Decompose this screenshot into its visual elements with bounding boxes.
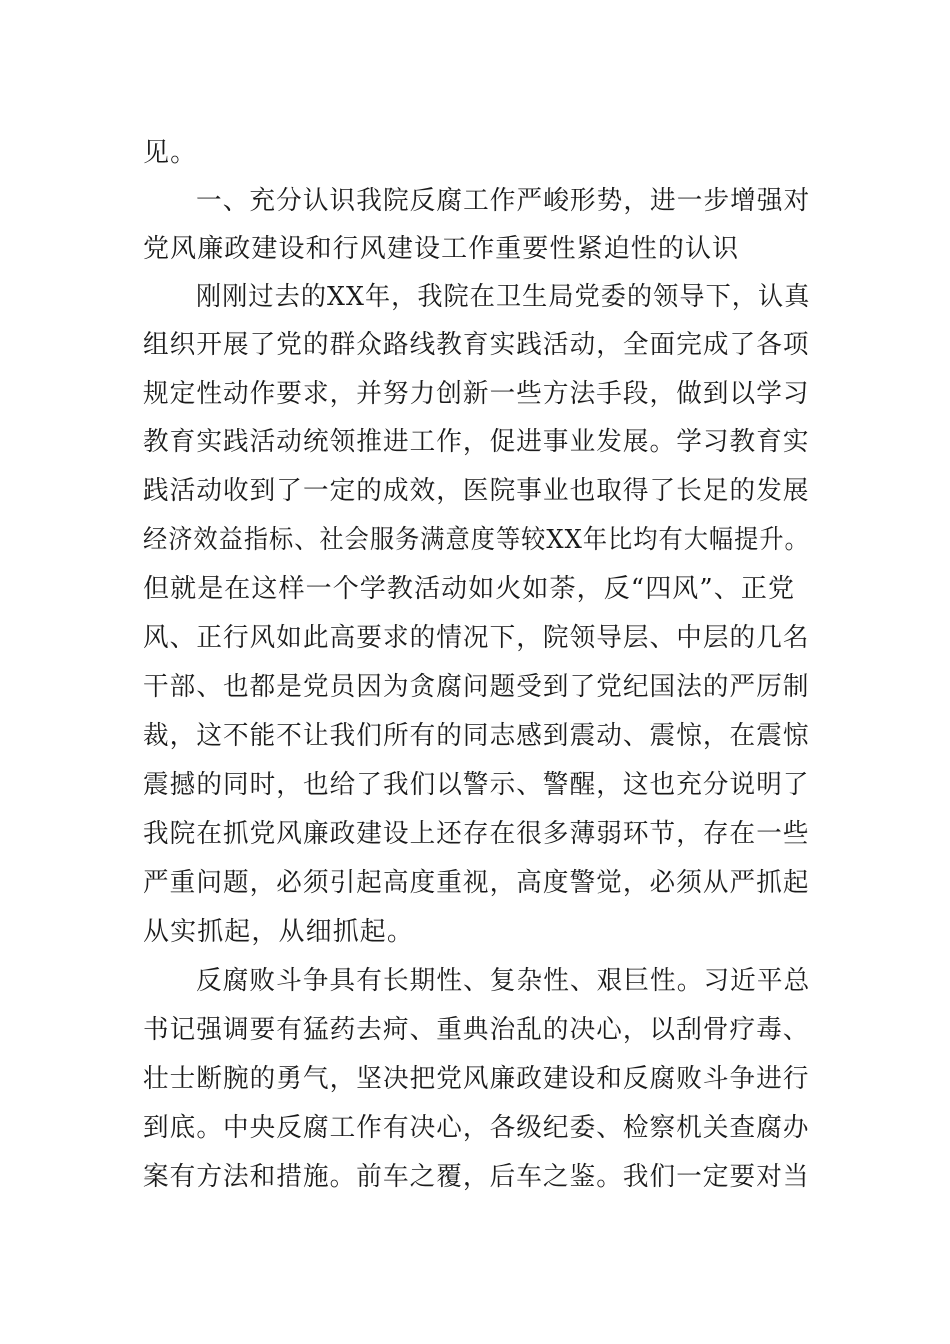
text-line: 到底。中央反腐工作有决心，各级纪委、检察机关查腐办 <box>143 1113 810 1143</box>
section-heading-line: 党风廉政建设和行风建设工作重要性紧迫性的认识 <box>143 234 740 264</box>
text-line: 刚刚过去的XX年，我院在卫生局党委的领导下，认真 <box>196 282 811 312</box>
section-heading-line: 一、充分认识我院反腐工作严峻形势，进一步增强对 <box>196 186 811 216</box>
text-line: 规定性动作要求，并努力创新一些方法手段，做到以学习 <box>143 379 810 409</box>
text-line: 组织开展了党的群众路线教育实践活动，全面完成了各项 <box>143 330 810 360</box>
text-line: 案有方法和措施。前车之覆，后车之鉴。我们一定要对当 <box>143 1162 810 1192</box>
text-line: 经济效益指标、社会服务满意度等较XX年比均有大幅提升。 <box>143 525 810 555</box>
text-line: 反腐败斗争具有长期性、复杂性、艰巨性。习近平总 <box>196 966 811 996</box>
text-line: 但就是在这样一个学教活动如火如荼，反“四风”、正党 <box>143 574 796 604</box>
text-line: 从实抓起，从细抓起。 <box>143 917 415 947</box>
text-line: 践活动收到了一定的成效，医院事业也取得了长足的发展 <box>143 476 810 506</box>
text-line: 壮士断腕的勇气，坚决把党风廉政建设和反腐败斗争进行 <box>143 1064 810 1094</box>
text-line: 震撼的同时，也给了我们以警示、警醒，这也充分说明了 <box>143 770 810 800</box>
text-line: 严重问题，必须引起高度重视，高度警觉，必须从严抓起 <box>143 868 810 898</box>
text-line: 我院在抓党风廉政建设上还存在很多薄弱环节，存在一些 <box>143 819 810 849</box>
text-line: 见。 <box>143 138 198 168</box>
text-line: 教育实践活动统领推进工作，促进事业发展。学习教育实 <box>143 427 810 457</box>
text-line: 裁，这不能不让我们所有的同志感到震动、震惊，在震惊 <box>143 721 810 751</box>
text-line: 风、正行风如此高要求的情况下，院领导层、中层的几名 <box>143 623 810 653</box>
text-line: 干部、也都是党员因为贪腐问题受到了党纪国法的严厉制 <box>143 672 810 702</box>
text-line: 书记强调要有猛药去疴、重典治乱的决心，以刮骨疗毒、 <box>143 1015 810 1045</box>
